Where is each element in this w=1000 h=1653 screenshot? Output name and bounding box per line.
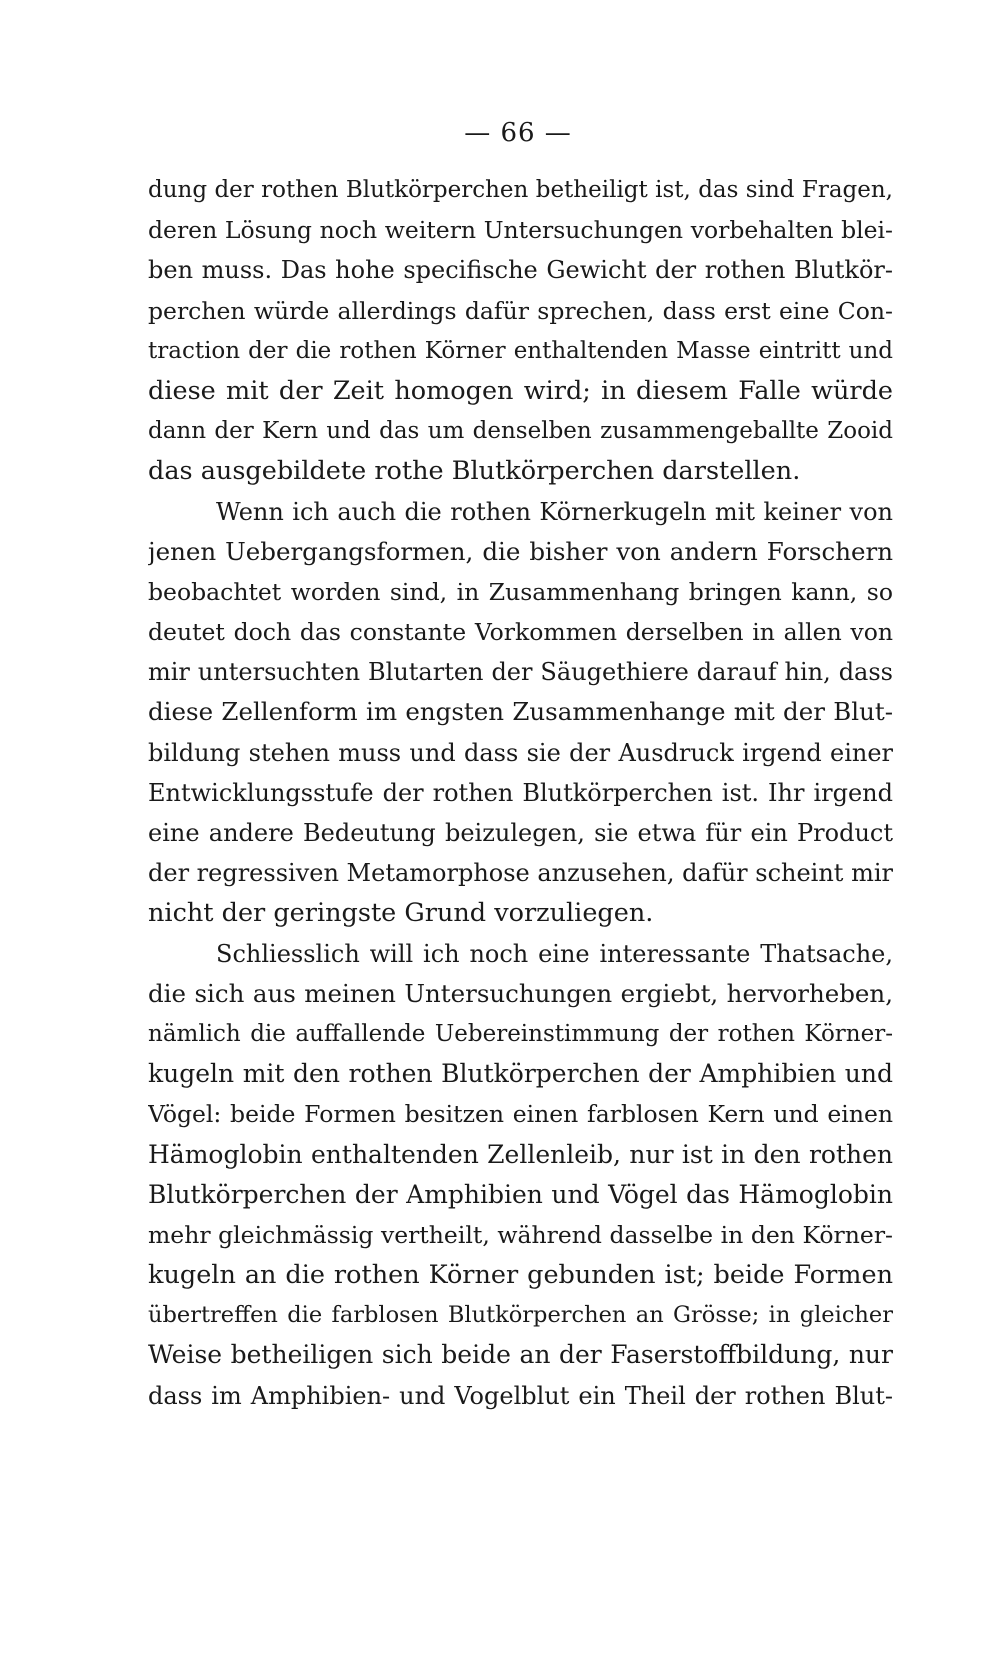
text-line: Weise betheiligen sich beide an der Faserstoffbildung, nur [148,1340,893,1370]
paragraph [148,170,893,492]
text-line: das ausgebildete rothe Blutkörperchen darstellen. [148,456,801,487]
text-line: nämlich die auffallende Uebereinstimmung der rothen Körner- [148,1020,893,1047]
text-line: eine andere Bedeutung beizulegen, sie etwa für ein Product [148,819,893,847]
text-line: jenen Uebergangsformen, die bisher von andern Forschern [148,536,893,566]
text-line: Schliesslich will ich noch eine interessante Thatsache, [216,939,893,968]
text-line: traction der die rothen Körner enthaltenden Masse eintritt und [148,337,893,364]
paragraph [148,934,893,1416]
text-line: der regressiven Metamorphose anzusehen, dafür scheint mir [148,859,893,888]
body-text [148,170,893,1416]
text-line: Vögel: beide Formen besitzen einen farblosen Kern und einen [148,1100,893,1129]
text-line: Hämoglobin enthaltenden Zellenleib, nur ist in den rothen [148,1139,893,1169]
text-line: diese Zellenform im engsten Zusammenhange mit der Blut- [148,697,893,727]
text-line: deren Lösung noch weitern Untersuchungen vorbehalten blei- [148,216,893,245]
text-line: dass im Amphibien- und Vogelblut ein Theil der rothen Blut- [148,1381,893,1410]
text-line: kugeln mit den rothen Blutkörperchen der Amphibien und [148,1059,893,1089]
text-line: beobachtet worden sind, in Zusammenhang bringen kann, so [148,577,893,606]
text-line: die sich aus meinen Untersuchungen ergiebt, hervorheben, [148,978,893,1008]
text-line: diese mit der Zeit homogen wird; in diesem Falle würde [148,375,893,406]
text-line: übertreffen die farblosen Blutkörperchen an Grösse; in gleicher [148,1302,893,1329]
text-line: kugeln an die rothen Körner gebunden ist; beide Formen [148,1260,893,1291]
text-line: dann der Kern und das um denselben zusammengeballte Zooid [148,418,893,445]
text-line: deutet doch das constante Vorkommen derselben in allen von [148,618,893,647]
paragraph [148,492,893,934]
text-line: Wenn ich auch die rothen Körnerkugeln mit keiner von [216,497,893,526]
text-line: ben muss. Das hohe specifische Gewicht der rothen Blutkör- [148,256,893,285]
text-line: mehr gleichmässig vertheilt, während dasselbe in den Körner- [148,1220,893,1249]
page-number: — 66 — [464,118,572,148]
text-line: Entwicklungsstufe der rothen Blutkörperchen ist. Ihr irgend [148,778,893,807]
text-line: perchen würde allerdings dafür sprechen, dass erst eine Con- [148,296,893,325]
text-line: bildung stehen muss und dass sie der Ausdruck irgend einer [148,738,893,767]
text-line: mir untersuchten Blutarten der Säugethiere darauf hin, dass [148,658,893,687]
text-line: dung der rothen Blutkörperchen betheiligt ist, das sind Fragen, [148,177,893,203]
text-line: Blutkörperchen der Amphibien und Vögel das Hämoglobin [148,1179,893,1209]
text-line: nicht der geringste Grund vorzuliegen. [148,898,654,929]
